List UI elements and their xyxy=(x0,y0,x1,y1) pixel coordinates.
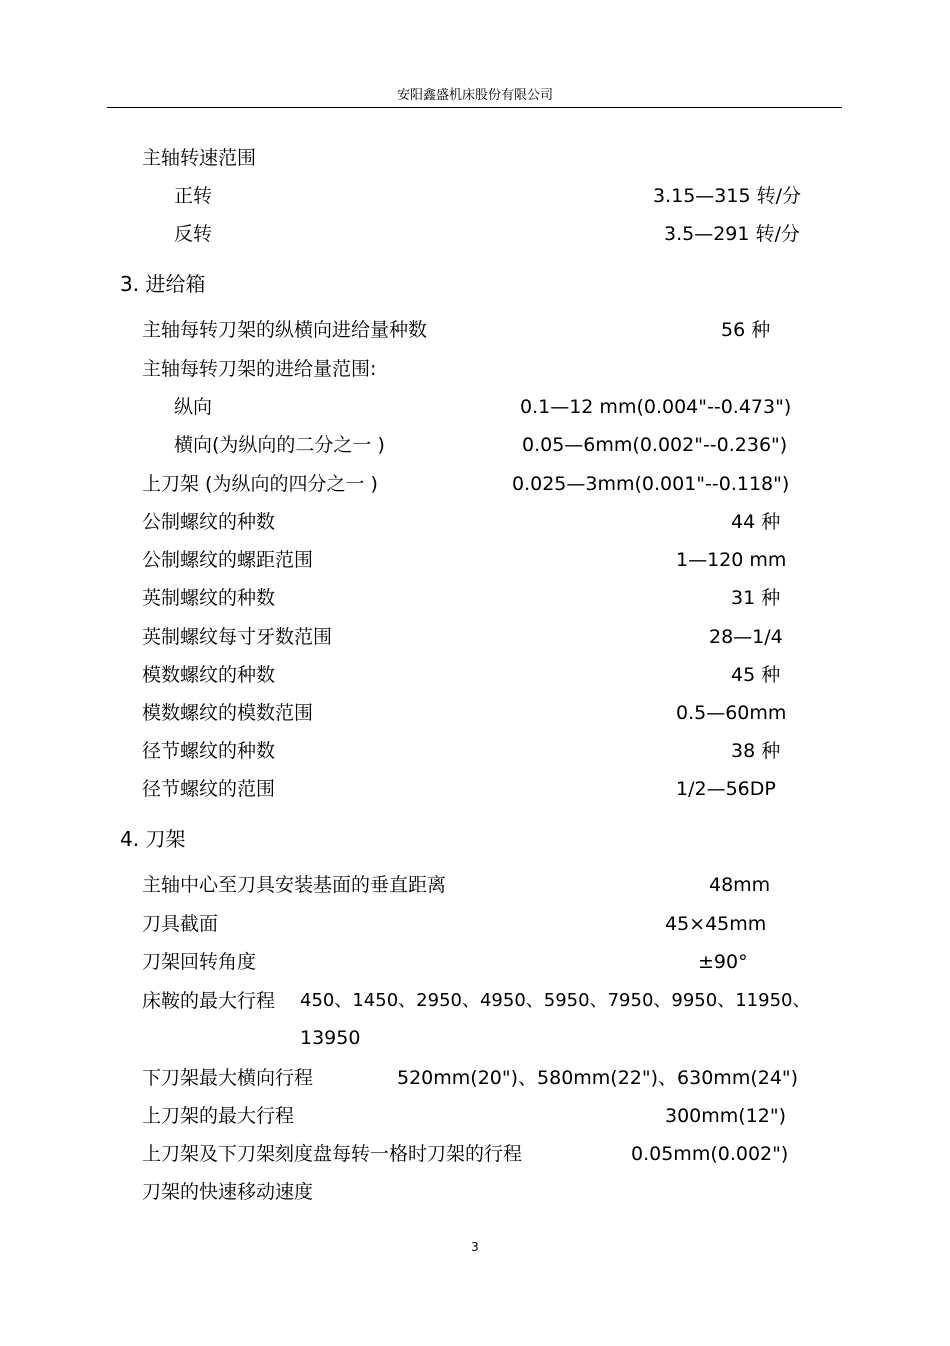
spec-value: 520mm(20")、580mm(22")、630mm(24") xyxy=(397,1067,799,1089)
spec-value: 0.05—6mm(0.002"--0.236") xyxy=(522,434,788,456)
spec-label: 上刀架及下刀架刻度盘每转一格时刀架的行程 xyxy=(142,1143,523,1165)
spec-value: 45 种 xyxy=(731,664,781,686)
spec-label: 床鞍的最大行程 xyxy=(142,990,276,1012)
spec-label: 下刀架最大横向行程 xyxy=(142,1067,314,1089)
spec-label: 刀具截面 xyxy=(142,913,219,935)
toolpost-heading: 4. 刀架 xyxy=(120,827,186,851)
forward-label: 正转 xyxy=(174,185,213,207)
spec-label: 英制螺纹每寸牙数范围 xyxy=(142,626,333,648)
spec-label: 英制螺纹的种数 xyxy=(142,587,276,609)
spec-value: 450、1450、2950、4950、5950、7950、9950、11950、 xyxy=(300,990,811,1011)
spec-label: 横向(为纵向的二分之一 ) xyxy=(174,434,385,456)
header-divider xyxy=(107,107,842,108)
spec-value: 44 种 xyxy=(731,511,781,533)
spec-value: 48mm xyxy=(709,874,771,896)
spec-label: 径节螺纹的范围 xyxy=(142,778,276,800)
spec-label: 公制螺纹的种数 xyxy=(142,511,276,533)
spec-value: 56 种 xyxy=(721,319,771,341)
spec-value: 1/2—56DP xyxy=(676,778,776,800)
spec-value: 0.5—60mm xyxy=(676,702,787,724)
spec-label: 模数螺纹的种数 xyxy=(142,664,276,686)
spec-value: 0.05mm(0.002") xyxy=(631,1143,789,1165)
page-header: 安阳鑫盛机床股份有限公司 xyxy=(396,88,553,103)
spec-value: 0.025—3mm(0.001"--0.118") xyxy=(512,473,790,495)
spec-value: 0.1—12 mm(0.004"--0.473") xyxy=(520,396,792,418)
spec-label: 主轴每转刀架的纵横向进给量种数 xyxy=(142,319,428,341)
spec-label: 主轴每转刀架的进给量范围: xyxy=(142,358,377,380)
spec-value: 13950 xyxy=(300,1027,361,1049)
forward-value: 3.15—315 转/分 xyxy=(653,185,802,207)
spec-value: 31 种 xyxy=(731,587,781,609)
spec-label: 纵向 xyxy=(174,396,213,418)
reverse-value: 3.5—291 转/分 xyxy=(664,223,800,245)
spec-value: 28—1/4 xyxy=(709,626,783,648)
spec-label: 刀架的快速移动速度 xyxy=(142,1181,314,1203)
spindle-title: 主轴转速范围 xyxy=(142,147,257,169)
spec-label: 刀架回转角度 xyxy=(142,951,257,973)
spec-label: 上刀架的最大行程 xyxy=(142,1105,295,1127)
feedbox-heading: 3. 进给箱 xyxy=(120,272,206,296)
spec-label: 模数螺纹的模数范围 xyxy=(142,702,314,724)
spec-label: 径节螺纹的种数 xyxy=(142,740,276,762)
spec-value: 38 种 xyxy=(731,740,781,762)
spec-value: 1—120 mm xyxy=(676,549,787,571)
spec-label: 公制螺纹的螺距范围 xyxy=(142,549,314,571)
spec-label: 主轴中心至刀具安装基面的垂直距离 xyxy=(142,874,447,896)
spec-value: 45×45mm xyxy=(665,913,767,935)
spec-value: 300mm(12") xyxy=(665,1105,787,1127)
spec-value: ±90° xyxy=(698,951,748,973)
page-number: 3 xyxy=(471,1240,479,1254)
spec-label: 上刀架 (为纵向的四分之一 ) xyxy=(142,473,378,495)
reverse-label: 反转 xyxy=(174,223,213,245)
